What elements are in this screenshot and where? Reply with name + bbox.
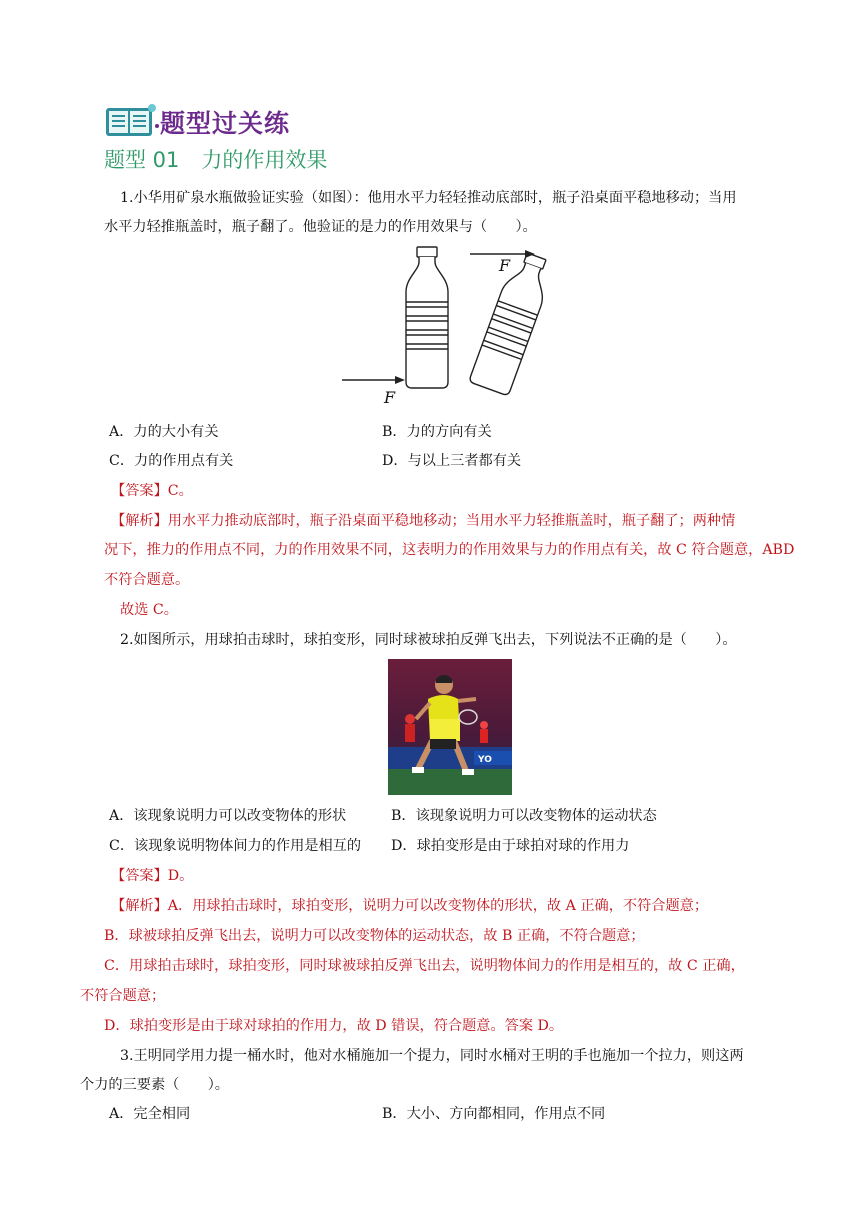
q1-conclusion: 故选 C。 bbox=[120, 602, 178, 618]
q1-analysis-label: 【解析】 bbox=[111, 513, 168, 529]
svg-text:YO: YO bbox=[478, 755, 492, 765]
section-number: 题型 01 bbox=[104, 148, 180, 172]
section-title: 力的作用效果 bbox=[201, 148, 328, 172]
force-arrow-bottom bbox=[342, 376, 405, 384]
section-heading bbox=[104, 144, 327, 174]
q1-option-b: B．力的方向有关 bbox=[382, 424, 492, 440]
page-title: 题型过关练 bbox=[160, 109, 291, 138]
badminton-photo bbox=[388, 659, 512, 795]
q2-analysis-line-2: B．球被球拍反弹飞出去，说明力可以改变物体的运动状态，故 B 正确，不符合题意； bbox=[104, 928, 645, 944]
q2-analysis-line-4: 不符合题意； bbox=[80, 988, 166, 1004]
q3-option-a: A．完全相同 bbox=[109, 1106, 191, 1122]
q2-analysis-label: 【解析】 bbox=[111, 898, 168, 914]
q2-option-d: D．球拍变形是由于球拍对球的作用力 bbox=[391, 838, 630, 854]
bottles-figure bbox=[338, 244, 570, 406]
q2-answer-value: D。 bbox=[167, 868, 194, 884]
q1-analysis-line-2: 况下，推力的作用点不同，力的作用效果不同，这表明力的作用效果与力的作用点有关，故 C 符合题意，ABD bbox=[104, 542, 795, 558]
force-label-bottom: F bbox=[384, 388, 396, 407]
q2-option-a: A．该现象说明力可以改变物体的形状 bbox=[109, 808, 347, 824]
book-icon bbox=[104, 102, 160, 138]
q1-analysis-text-1: 用水平力推动底部时，瓶子沿桌面平稳地移动；当用水平力轻推瓶盖时，瓶子翻了；两种情 bbox=[167, 513, 736, 529]
q1-analysis-line-3: 不符合题意。 bbox=[104, 572, 190, 588]
q1-option-a: A．力的大小有关 bbox=[109, 424, 219, 440]
q2-answer-label: 【答案】 bbox=[111, 868, 168, 884]
q3-text-line-2: 个力的三要素（ ）。 bbox=[80, 1077, 229, 1093]
q2-analysis-line-3: C．用球拍击球时，球拍变形，同时球被球拍反弹飞出去，说明物体间力的作用是相互的，故 C 正确， bbox=[104, 958, 745, 974]
q2-option-c: C．该现象说明物体间力的作用是相互的 bbox=[109, 838, 362, 854]
q2-option-b: B．该现象说明力可以改变物体的运动状态 bbox=[391, 808, 657, 824]
q2-answer bbox=[111, 866, 193, 886]
q1-answer-label: 【答案】 bbox=[111, 483, 168, 499]
q1-answer bbox=[111, 481, 193, 501]
q2-analysis-line-1 bbox=[111, 896, 708, 916]
q2-analysis-text-1: A．用球拍击球时，球拍变形，说明力可以改变物体的形状，故 A 正确，不符合题意； bbox=[167, 898, 709, 914]
q1-text-line-1: 1.小华用矿泉水瓶做验证实验（如图）：他用水平力轻轻推动底部时，瓶子沿桌面平稳地移动；当用 bbox=[120, 190, 737, 206]
upright-bottle bbox=[406, 247, 448, 388]
q1-option-c: C．力的作用点有关 bbox=[109, 453, 234, 469]
q1-answer-value: C。 bbox=[167, 483, 193, 499]
q2-text-line-1: 2.如图所示，用球拍击球时，球拍变形，同时球被球拍反弹飞出去，下列说法不正确的是（ ）。 bbox=[120, 632, 737, 648]
tilted-bottle bbox=[469, 249, 557, 396]
q1-text-line-2: 水平力轻推瓶盖时，瓶子翻了。他验证的是力的作用效果与（ ）。 bbox=[104, 219, 537, 235]
q1-option-d: D．与以上三者都有关 bbox=[382, 453, 522, 469]
q3-option-b: B．大小、方向都相同，作用点不同 bbox=[382, 1106, 606, 1122]
q1-analysis-line-1 bbox=[111, 511, 735, 531]
q3-text-line-1: 3.王明同学用力提一桶水时，他对水桶施加一个提力，同时水桶对王明的手也施加一个拉力，则这两 bbox=[120, 1048, 744, 1064]
force-label-top: F bbox=[499, 256, 511, 275]
q2-analysis-line-5: D．球拍变形是由于球对球拍的作用力，故 D 错误，符合题意。答案 D。 bbox=[104, 1018, 564, 1034]
